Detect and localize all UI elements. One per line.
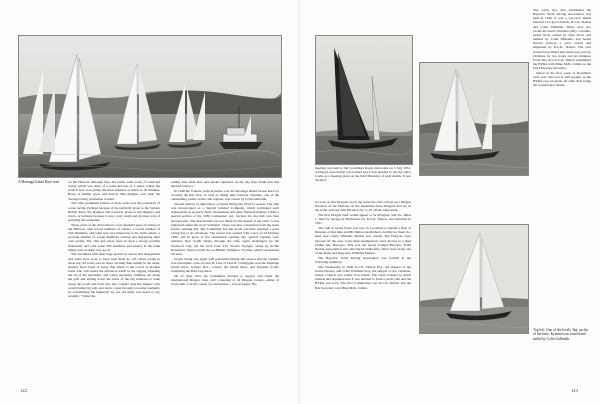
- paragraph: One Wednesday in 1949 K.C.K. Dalton Esq., the skipper of the Green Daveru, and Colin Williams Esq., the skipper of the Christina, sailed a match race round Lion Island. The event aroused so much interest and argument that it was decided to form a yacht club and the BYRA was born. The first Commodore was K.C.K. Dalton and the first Secretary was Mike McK. Cullen.: [315, 264, 411, 290]
- paragraph: On 21 June 1951 the Committee decided to support and foster the international Dragon class, and a meeting of all Dragon owners—either of boats built or in the course of construction—was arranged. The: [171, 273, 279, 287]
- paragraph: The club at Green Point was now in a position to handle a fleet of Dragons at that time and Mr Dalton established a facility for them in a shed near where Williams Marina now stands. The Dragons were moored off the area. Later their headquarters were moved to a shed farther into Bayview. This was the newly formed Bayview Yacht Racing Association who introduced Sunbeams which were along one of the many and huge new Williams Marina.: [315, 226, 411, 256]
- left-page-column-1: [68, 180, 160, 299]
- paragraph: The old timers with their huge spread of canvas had disappeared and some were sorry to have seen them go. Of course racing in those big old boats was no more exciting than sailing in the sleek, modern moto boats of today. But where is the crowd of modern boats who will spend the afternoon adrift in the rigging adjusting the set of the spinnaker, and where necessary climbing out along the gaff and sliding down the truck of the big mainsail to walk along the boom and back into the cockpit? And the skipper who would bump big sails and leave a gust through a roaring southerly by scandalising his mainsail? As one old timer was heard to say recently: "Today the: [68, 252, 160, 298]
- paragraph: sailing men drink beer and smoke cigarettes. In my day they drank rum and chewed tobacco.": [171, 180, 279, 189]
- paragraph: Several matters of importance occurred during the 1950-51 season. The club was incorporated as a Special Limited Company, which facilitated such transactions as property deals, investments and other financial matters. Under a special section of the 1936 Companies' Act, Section 24, the club was then incorporated. The Association was not liable for his Assets of the Club; it was registered under the word "Limited". There was also a departure from the usual festive opening day. The Committee felt the social activities required a good racing day to an advantage. The season was opened with a race on 23 October 1950, and in place of the ceremonial opening day, special trophies were donated. New South Wales, through the club, again challenged for the Northcott Cup, but the local boat, T.D. Stock's Voyager, sailed by Archie Robertson, failed to beat the ex-British champion, Yvonne, which represented Victoria.: [171, 201, 279, 256]
- page-number-left: 122: [20, 388, 27, 393]
- paragraph: Sailed in the first week of November each year, this race is still popular on the BYRA race program, all other than being the cornerboard classes.: [533, 70, 591, 88]
- paragraph: The first Dragon built would appear to be Platypus, Sail No. DKA 1, built by Savage in Melbourne for K.C.K. Dalton, and launched in 1951.: [315, 213, 411, 226]
- left-page: [0, 0, 299, 404]
- right-page-sidebar-text: [533, 8, 591, 88]
- photo-caption: A Montagu Island Race start.: [18, 180, 61, 184]
- right-page-column-1b: [315, 200, 411, 290]
- paragraph: Ocean racing was again well patronised during this season and the weather was favourable. Lass of Luss II, Lass of Luss II, Callipygian won the Montagu Island Race, Gymea (G.L. Carter) the Island Race, and Kyeema (Colin Galbraith) the Bass Cup Race.: [171, 256, 279, 274]
- paragraph: The Bayview Yacht Racing Association was formed in the following summary:: [315, 255, 411, 264]
- kyeema-yacht-photo: [315, 35, 413, 165]
- montagu-race-start-photo: [18, 35, 282, 178]
- paragraph: As soon as five Dragons are in the water the club will set up a Dragon Division on the Harbour. In the meantime these Dragons that are in the water will sail with Division No. 5, all off the same mark.: [315, 200, 411, 213]
- left-page-column-2: [171, 180, 279, 287]
- right-page: [301, 0, 600, 404]
- green-daveru-yawl-photo: [419, 62, 529, 176]
- page-number-right: 123: [571, 388, 578, 393]
- paragraph: In 1948 the 8 metre yacht Kyeema won the Montagu Island Ocean Race by crossing the line first, as well as taking time honours. Kyeema, one of the outstanding yachts on the club register, was owned by Colin Galbraith.: [171, 188, 279, 202]
- kyeema-photo-caption: Top left: One of the lovely 'big' yachts of her time, Kyeema was owned and sailed by Colin Galbraith.: [533, 328, 589, 341]
- right-page-column-1: [315, 166, 411, 183]
- paragraph: Those years of the club's history were splendid years of racing on the Harbour, with record numbers of entries, a record number of club members, and what was very important to the club's future, a growing number of young members owning and skippering their own yachts. The club had never been in such a strong position financially and with some 200 members and money in the bank things were looking very good.: [68, 222, 160, 252]
- christina-sloop-photo: [419, 224, 529, 334]
- paragraph: The yacht race that established the Bayview Yacht Racing Association was held in 1949. It was a 'pre-race' match between two good friends, K.C.K. Dalton and Colin Williams. There were two yachts involved. Christina (left), a double-ended sloop owned by John Snow and helmed by Colin Williams, and Green Daveru (above) a yawl owned and skippered by K.C.K. Dalton. The race around Lion Island and return was won by Christina by two hours and six minutes. From this race K.C.K. Dalton established the BYRA with Mike McK. Cullen as the first Honorary Secretary.: [533, 8, 591, 71]
- paragraph: The other prominent feature of those years was the popularity of ocean racing. Perhaps because of the publicity given to the Sydney Hobart Race, the glamour and notoriety given to the skippers and crews, or perhaps because it was a very tough and glorious way of spending the weekends.: [68, 201, 160, 222]
- paragraph: meeting was held in the Corinthian Room clubrooms on 5 July 1951. A Dragon Association was formed and it was decided to use the club's rooms as a meeting place on the third Thursday of each month. It was decided:: [315, 166, 411, 183]
- paragraph: on the Harbour although they did prefer some form of restricted racing which was more of a team and less of a chase, where the scratch boat was giving the most markers as much as 40 minutes. Boats of similar types will narrow time margins over what the average racing yachtsman wanted.: [68, 180, 160, 201]
